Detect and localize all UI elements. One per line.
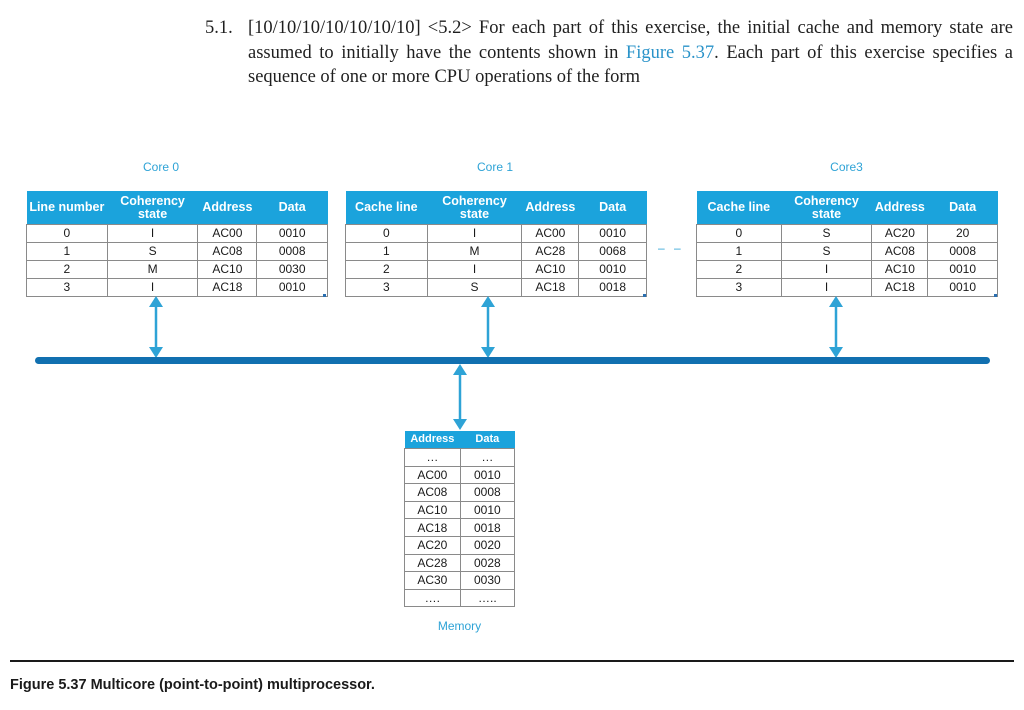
cell: 0018 [579, 279, 647, 297]
cell: 0010 [460, 466, 514, 484]
cell: AC28 [405, 554, 461, 572]
cell: 2 [27, 261, 108, 279]
core3-bus-arrow-icon [826, 296, 846, 358]
table-row [697, 225, 998, 243]
memory-bus-arrow-icon [450, 364, 470, 430]
cell: 2 [346, 261, 428, 279]
cell: … [405, 449, 461, 467]
exercise-text-after: . Each part of this exercise specifies a sequence of one or more CPU operations of the form [248, 42, 1013, 87]
figure-caption: Figure 5.37 Multicore (point-to-point) multiprocessor. [10, 677, 375, 693]
col-header: Data [579, 191, 647, 225]
cell: AC18 [198, 279, 257, 297]
cell: 0008 [928, 243, 998, 261]
resize-handle-icon [323, 294, 326, 297]
cell: 0010 [257, 279, 328, 297]
exercise-paragraph [205, 16, 1013, 90]
resize-handle-icon [643, 294, 646, 297]
col-header: Coherency state [107, 191, 198, 225]
cell: AC20 [872, 225, 928, 243]
cell: 3 [27, 279, 108, 297]
col-header: Data [460, 431, 514, 449]
caption-divider [10, 660, 1014, 662]
table-row [346, 279, 647, 297]
cell: AC10 [872, 261, 928, 279]
memory-table [404, 431, 515, 607]
cell: 1 [27, 243, 108, 261]
cell: …. [405, 589, 461, 607]
table-row [697, 243, 998, 261]
cell: 0030 [460, 572, 514, 590]
exercise-body [248, 16, 1013, 90]
table-row [405, 519, 515, 537]
cell: I [781, 261, 872, 279]
cell: AC18 [872, 279, 928, 297]
cell: 0 [697, 225, 782, 243]
cell: 0010 [460, 501, 514, 519]
cell: 0010 [579, 261, 647, 279]
table-row [405, 554, 515, 572]
core0-bus-arrow-icon [146, 296, 166, 358]
core0-cache-table [26, 191, 328, 297]
cell: AC18 [522, 279, 579, 297]
cell: ….. [460, 589, 514, 607]
cell: S [781, 243, 872, 261]
cell: 0020 [460, 536, 514, 554]
cell: 0 [27, 225, 108, 243]
col-header: Data [257, 191, 328, 225]
table-row [405, 484, 515, 502]
table-row [346, 261, 647, 279]
cell: 2 [697, 261, 782, 279]
cell: I [107, 225, 198, 243]
cell: AC08 [872, 243, 928, 261]
cell: AC18 [405, 519, 461, 537]
cell: 0010 [928, 261, 998, 279]
cell: I [427, 261, 522, 279]
cell: 0 [346, 225, 428, 243]
table-row [405, 449, 515, 467]
cell: I [781, 279, 872, 297]
cell: 1 [346, 243, 428, 261]
cell: 0010 [257, 225, 328, 243]
col-header: Address [522, 191, 579, 225]
table-row [405, 501, 515, 519]
cell: M [427, 243, 522, 261]
table-row [405, 572, 515, 590]
col-header: Cache line [697, 191, 782, 225]
cell: 1 [697, 243, 782, 261]
cell: 3 [697, 279, 782, 297]
exercise-number: 5.1. [205, 18, 233, 38]
cell: … [460, 449, 514, 467]
table-row [27, 279, 328, 297]
core1-cache-table [345, 191, 647, 297]
cell: AC10 [522, 261, 579, 279]
cell: AC10 [405, 501, 461, 519]
cell: S [107, 243, 198, 261]
cell: AC30 [405, 572, 461, 590]
cell: 3 [346, 279, 428, 297]
cell: 0030 [257, 261, 328, 279]
resize-handle-icon [994, 294, 997, 297]
exercise-text-before: [10/10/10/10/10/10/10] <5.2> For each part of this exercise, the initial cache and memory state are assumed to initially have the contents shown in [248, 18, 1013, 63]
cell: 0028 [460, 554, 514, 572]
cell: 0008 [257, 243, 328, 261]
cell: 0008 [460, 484, 514, 502]
memory-label: Memory [437, 619, 482, 633]
core1-label: Core 1 [476, 160, 514, 174]
ellipsis-dashes: – – [658, 241, 684, 255]
col-header: Address [198, 191, 257, 225]
cell: AC08 [405, 484, 461, 502]
interconnect-bus [35, 357, 990, 364]
cell: 20 [928, 225, 998, 243]
cell: AC00 [522, 225, 579, 243]
col-header: Cache line [346, 191, 428, 225]
cell: AC20 [405, 536, 461, 554]
col-header: Coherency state [427, 191, 522, 225]
cell: S [781, 225, 872, 243]
cell: AC08 [198, 243, 257, 261]
cell: AC00 [405, 466, 461, 484]
core3-cache-table [696, 191, 998, 297]
cell: AC00 [198, 225, 257, 243]
cell: 0010 [928, 279, 998, 297]
cell: AC10 [198, 261, 257, 279]
col-header: Line number [27, 191, 108, 225]
col-header: Address [405, 431, 461, 449]
col-header: Coherency state [781, 191, 872, 225]
table-row [27, 261, 328, 279]
table-row [346, 225, 647, 243]
core3-label: Core3 [830, 160, 863, 174]
core0-label: Core 0 [142, 160, 180, 174]
core1-bus-arrow-icon [478, 296, 498, 358]
cell: 0010 [579, 225, 647, 243]
cell: AC28 [522, 243, 579, 261]
col-header: Data [928, 191, 998, 225]
cell: 0068 [579, 243, 647, 261]
table-row [27, 243, 328, 261]
cell: I [107, 279, 198, 297]
figure-reference-link[interactable]: Figure 5.37 [625, 42, 715, 63]
col-header: Address [872, 191, 928, 225]
table-row [405, 536, 515, 554]
table-row [405, 589, 515, 607]
cell: 0018 [460, 519, 514, 537]
cell: S [427, 279, 522, 297]
table-row [405, 466, 515, 484]
table-row [697, 261, 998, 279]
table-row [697, 279, 998, 297]
cell: M [107, 261, 198, 279]
cell: I [427, 225, 522, 243]
table-row [27, 225, 328, 243]
table-row [346, 243, 647, 261]
